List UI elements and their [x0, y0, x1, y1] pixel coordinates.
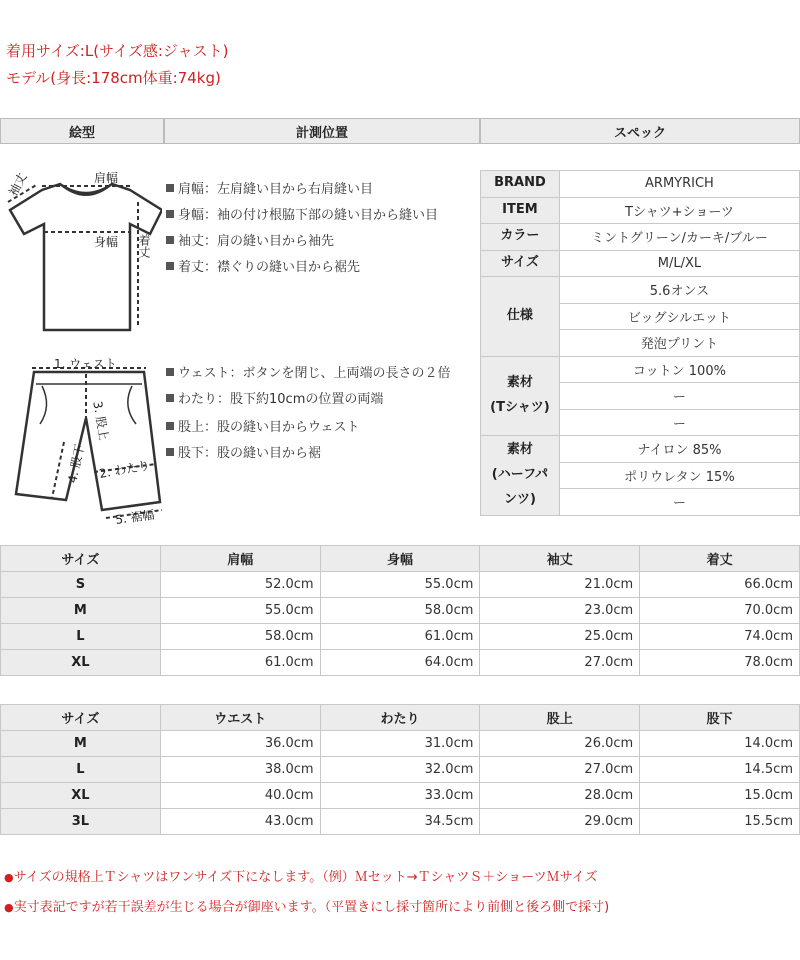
table-cell: 64.0cm — [320, 650, 480, 676]
row-label: XL — [1, 783, 161, 809]
spec-table — [480, 170, 800, 516]
note-2 — [4, 896, 609, 915]
table-cell: 61.0cm — [160, 650, 320, 676]
spec-label: ITEM — [481, 197, 560, 224]
bullet-square-icon — [166, 210, 174, 218]
table-row — [1, 731, 800, 757]
column-header: 肩幅 — [160, 546, 320, 572]
spec-label: BRAND — [481, 171, 560, 198]
tshirt-size-table — [0, 545, 800, 676]
tshirt-bullet-2 — [166, 204, 438, 223]
spec-label: ンツ) — [503, 491, 536, 507]
note-bullet: ● — [4, 901, 14, 914]
bullet-square-icon — [166, 262, 174, 270]
shorts-bullet-1 — [166, 362, 450, 381]
tshirt-bullet-text: 着丈：襟ぐりの縫い目から裾先 — [178, 260, 361, 275]
table-row — [1, 598, 800, 624]
header-picture: 絵型 — [0, 118, 164, 144]
table-cell: 32.0cm — [320, 757, 480, 783]
table-cell: 58.0cm — [160, 624, 320, 650]
rise-label: 3. 股上 — [90, 400, 111, 442]
table-row — [1, 757, 800, 783]
shorts-bullet-4 — [166, 442, 321, 461]
row-label: L — [1, 624, 161, 650]
bullet-square-icon — [166, 236, 174, 244]
bullet-square-icon — [166, 184, 174, 192]
spec-value: ビッグシルエット — [559, 303, 799, 330]
spec-label: 仕様 — [481, 277, 560, 357]
spec-value: 発泡プリント — [559, 330, 799, 357]
spec-label-material-t — [481, 356, 560, 436]
spec-value: ー — [559, 489, 799, 516]
hem-label: 5. 裾幅 — [114, 507, 156, 527]
spec-value: コットン 100% — [559, 356, 799, 383]
table-row — [1, 809, 800, 835]
bullet-square-icon — [166, 368, 174, 376]
row-label: XL — [1, 650, 161, 676]
tshirt-bullet-text: 身幅：袖の付け根脇下部の縫い目から縫い目 — [178, 208, 439, 223]
table-cell: 61.0cm — [320, 624, 480, 650]
table-cell: 55.0cm — [160, 598, 320, 624]
spec-value: ミントグリーン/カーキ/ブルー — [559, 224, 799, 251]
table-cell: 43.0cm — [160, 809, 320, 835]
table-cell: 28.0cm — [480, 783, 640, 809]
header-spec: スペック — [480, 118, 800, 144]
table-cell: 52.0cm — [160, 572, 320, 598]
shorts-bullet-text: わたり：股下約10cmの位置の両端 — [178, 392, 384, 407]
tshirt-bullet-4 — [166, 256, 360, 275]
column-header: サイズ — [1, 546, 161, 572]
model-info-text: モデル(身長:178cm体重:74kg) — [6, 69, 221, 87]
spec-value: ナイロン 85% — [559, 436, 799, 463]
spec-row-material-t — [481, 356, 800, 383]
column-header: 身幅 — [320, 546, 480, 572]
shoulder-label: 肩幅 — [94, 171, 119, 185]
tshirt-bullet-text: 肩幅：左肩縫い目から右肩縫い目 — [178, 182, 374, 197]
spec-label: カラー — [481, 224, 560, 251]
table-cell: 25.0cm — [480, 624, 640, 650]
spec-label: 素材 — [506, 375, 533, 391]
table-cell: 31.0cm — [320, 731, 480, 757]
table-cell: 58.0cm — [320, 598, 480, 624]
thigh-label: 2. わたり — [98, 458, 152, 481]
table-cell: 70.0cm — [640, 598, 800, 624]
wear-size-text: 着用サイズ:L(サイズ感:ジャスト) — [6, 42, 229, 60]
spec-row-size — [481, 250, 800, 277]
spec-value: ARMYRICH — [559, 171, 799, 198]
table-cell: 74.0cm — [640, 624, 800, 650]
row-label: 3L — [1, 809, 161, 835]
spec-row-feature — [481, 277, 800, 304]
row-label: L — [1, 757, 161, 783]
shorts-bullet-3 — [166, 416, 359, 435]
inseam-label: 4. 股下 — [65, 442, 88, 485]
table-row — [1, 572, 800, 598]
tshirt-diagram — [2, 162, 162, 342]
table-cell: 36.0cm — [160, 731, 320, 757]
shorts-bullet-text: 股上：股の縫い目からウェスト — [178, 420, 360, 435]
sleeve-label: 袖丈 — [6, 170, 30, 199]
table-cell: 21.0cm — [480, 572, 640, 598]
spec-value: 5.6オンス — [559, 277, 799, 304]
row-label: M — [1, 598, 161, 624]
table-cell: 27.0cm — [480, 650, 640, 676]
length-label: 着丈 — [137, 234, 151, 258]
shorts-bullet-text: ウェスト：ボタンを閉じ、上両端の長さの２倍 — [178, 366, 451, 381]
column-header: 股下 — [640, 705, 800, 731]
spec-value: Tシャツ+ショーツ — [559, 197, 799, 224]
header-position: 計測位置 — [164, 118, 480, 144]
table-cell: 27.0cm — [480, 757, 640, 783]
bullet-square-icon — [166, 422, 174, 430]
column-header: 股上 — [480, 705, 640, 731]
bullet-square-icon — [166, 448, 174, 456]
spec-label: サイズ — [481, 250, 560, 277]
spec-value: M/L/XL — [559, 250, 799, 277]
spec-row-material-s — [481, 436, 800, 463]
note-1 — [4, 866, 598, 885]
column-header: サイズ — [1, 705, 161, 731]
note-bullet: ● — [4, 871, 14, 884]
bullet-square-icon — [166, 394, 174, 402]
column-header: わたり — [320, 705, 480, 731]
table-cell: 78.0cm — [640, 650, 800, 676]
spec-value: ー — [559, 409, 799, 436]
column-header: ウエスト — [160, 705, 320, 731]
column-header: 袖丈 — [480, 546, 640, 572]
table-cell: 66.0cm — [640, 572, 800, 598]
table-cell: 38.0cm — [160, 757, 320, 783]
spec-row-color — [481, 224, 800, 251]
waist-label: 1. ウェスト — [54, 357, 117, 371]
table-row — [1, 783, 800, 809]
table-header-row — [1, 705, 800, 731]
spec-value: ポリウレタン 15% — [559, 462, 799, 489]
table-cell: 55.0cm — [320, 572, 480, 598]
table-cell: 34.5cm — [320, 809, 480, 835]
table-cell: 15.5cm — [640, 809, 800, 835]
spec-value: ー — [559, 383, 799, 410]
table-cell: 29.0cm — [480, 809, 640, 835]
row-label: S — [1, 572, 161, 598]
table-cell: 23.0cm — [480, 598, 640, 624]
table-row — [1, 624, 800, 650]
note-text: 実寸表記ですが若干誤差が生じる場合が御座います。（平置きにし採寸箇所により前側と後ろ側で採寸) — [13, 900, 610, 915]
spec-label: 素材 — [506, 442, 533, 458]
shorts-diagram — [2, 354, 164, 530]
spec-label: (Tシャツ) — [490, 399, 550, 415]
table-header-row — [1, 546, 800, 572]
table-cell: 15.0cm — [640, 783, 800, 809]
table-cell: 33.0cm — [320, 783, 480, 809]
tshirt-bullet-3 — [166, 230, 334, 249]
tshirt-bullet-text: 袖丈：肩の縫い目から袖先 — [178, 234, 335, 249]
shorts-size-table — [0, 704, 800, 835]
table-row — [1, 650, 800, 676]
table-cell: 14.0cm — [640, 731, 800, 757]
table-cell: 14.5cm — [640, 757, 800, 783]
body-label: 身幅 — [94, 235, 119, 249]
note-text: サイズの規格上Ｔシャツはワンサイズ下になします。（例）Ｍセット→ＴシャツＳ＋ショーツＭサイズ — [13, 870, 598, 885]
spec-label: (ハーフパ — [491, 466, 549, 482]
column-header: 着丈 — [640, 546, 800, 572]
spec-row-brand — [481, 171, 800, 198]
spec-row-item — [481, 197, 800, 224]
row-label: M — [1, 731, 161, 757]
tshirt-bullet-1 — [166, 178, 373, 197]
shorts-bullet-2 — [166, 388, 383, 407]
table-cell: 40.0cm — [160, 783, 320, 809]
table-cell: 26.0cm — [480, 731, 640, 757]
shorts-bullet-text: 股下：股の縫い目から裾 — [178, 446, 322, 461]
spec-label-material-s — [481, 436, 560, 516]
